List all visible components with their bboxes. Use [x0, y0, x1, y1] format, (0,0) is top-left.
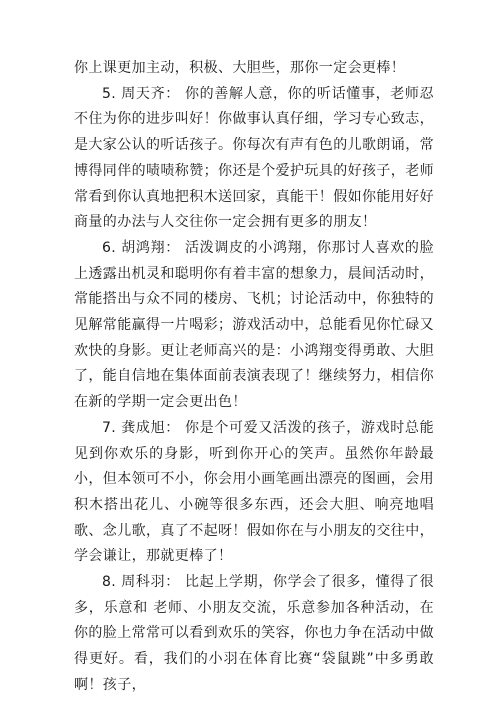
paragraph-comment-7: 7. 龚成旭： 你是个可爱又活泼的孩子，游戏时总能见到你欢乐的身影，听到你开心的笑声。虽然你年龄最小，但本领可不小，你会用小画笔画出漂亮的图画，会用积木搭出花儿、小碗等很多东西，还会大胆、响亮地唱歌、念儿歌，真了不起呀！假如你在与小朋友的交往中，学会谦让，那就更棒了！ [74, 419, 434, 565]
paragraph-comment-5: 5. 周天齐： 你的善解人意，你的听话懂事，老师忍不住为你的进步叫好！你做事认真仔细，学习专心致志，是大家公认的听话孩子。你每次有声有色的儿歌朗诵，常博得同伴的啧啧称赞；你还是个爱护玩具的好孩子，老师常看到你认真地把积木送回家，真能干！假如你能用好好商量的办法与人交往你一定会拥有更多的朋友！ [74, 85, 434, 231]
paragraph-comment-6: 6. 胡鸿翔： 活泼调皮的小鸿翔，你那讨人喜欢的脸上透露出机灵和聪明你有着丰富的想象力，晨间活动时，常能搭出与众不同的楼房、飞机；讨论活动中，你独特的见解常能赢得一片喝彩；游戏活动中，总能看见你忙碌又欢快的身影。更让老师高兴的是：小鸿翔变得勇敢、大胆了，能自信地在集体面前表演表现了！继续努力，相信你在新的学期一定会更出色！ [74, 239, 434, 411]
paragraph-continuation: 你上课更加主动，积极、大胆些，那你一定会更棒！ [74, 60, 406, 76]
document-body [74, 56, 434, 699]
paragraph-comment-8: 8. 周科羽： 比起上学期，你学会了很多，懂得了很多，乐意和 老师、小朋友交流，乐意参加各种活动，在你的脸上常常可以看到欢乐的笑容，你也力争在活动中做得更好。看，我们的小羽在体育比赛“袋鼠跳”中多勇敢啊！孩子， [74, 574, 434, 693]
